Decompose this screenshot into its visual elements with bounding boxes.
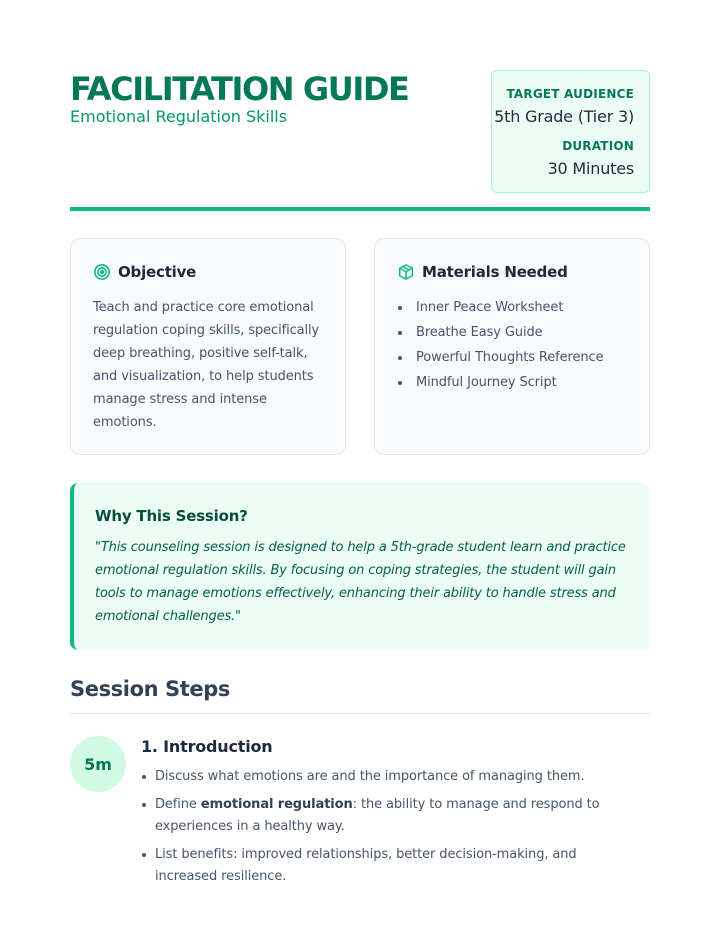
duration-value: 30 Minutes	[547, 159, 634, 178]
list-item: List benefits: improved relationships, better decision-making, and increased resilience.	[141, 844, 641, 888]
header-divider	[70, 207, 650, 211]
step-title: 1. Introduction	[141, 737, 273, 756]
bullet-suffix: : the ability to manage and respond to experiences in a healthy way.	[155, 797, 600, 834]
section-divider	[70, 713, 650, 714]
list-item: Powerful Thoughts Reference	[397, 345, 604, 370]
step-bullets	[141, 766, 641, 894]
objective-title: Objective	[118, 263, 197, 281]
term-emphasis: emotional regulation	[200, 797, 353, 812]
list-item	[141, 794, 641, 838]
duration-label: DURATION	[562, 139, 634, 153]
session-meta-box	[491, 70, 650, 193]
why-session-callout	[70, 483, 650, 650]
target-icon	[93, 263, 111, 281]
objective-card	[70, 238, 346, 455]
materials-card	[374, 238, 650, 455]
page-subtitle: Emotional Regulation Skills	[70, 107, 288, 126]
step-duration-badge: 5m	[70, 736, 126, 792]
list-item: Breathe Easy Guide	[397, 320, 604, 345]
materials-title: Materials Needed	[422, 263, 568, 281]
materials-list	[397, 295, 604, 395]
list-item: Inner Peace Worksheet	[397, 295, 604, 320]
objective-text: Teach and practice core emotional regulation coping skills, specifically deep breathing, positive self-talk, and visualization, to help students manage stress and intense emotions.	[93, 300, 320, 430]
objective-header	[93, 263, 196, 281]
box-icon	[397, 263, 415, 281]
bullet-prefix: Define	[155, 797, 201, 812]
list-item: Mindful Journey Script	[397, 370, 604, 395]
section-title: Session Steps	[70, 677, 230, 701]
page-title: FACILITATION GUIDE	[70, 70, 409, 108]
audience-label: TARGET AUDIENCE	[506, 87, 634, 101]
why-quote: "This counseling session is designed to help a 5th-grade student learn and practice emotional regulation skills. By focusing on coping strategies, the student will gain tools to manage emotions effectively, enhancing their ability to handle stress and emotional challenges."	[95, 540, 626, 624]
audience-value: 5th Grade (Tier 3)	[494, 107, 634, 126]
materials-header	[397, 263, 568, 281]
why-title: Why This Session?	[95, 507, 248, 525]
list-item: Discuss what emotions are and the importance of managing them.	[141, 766, 641, 788]
